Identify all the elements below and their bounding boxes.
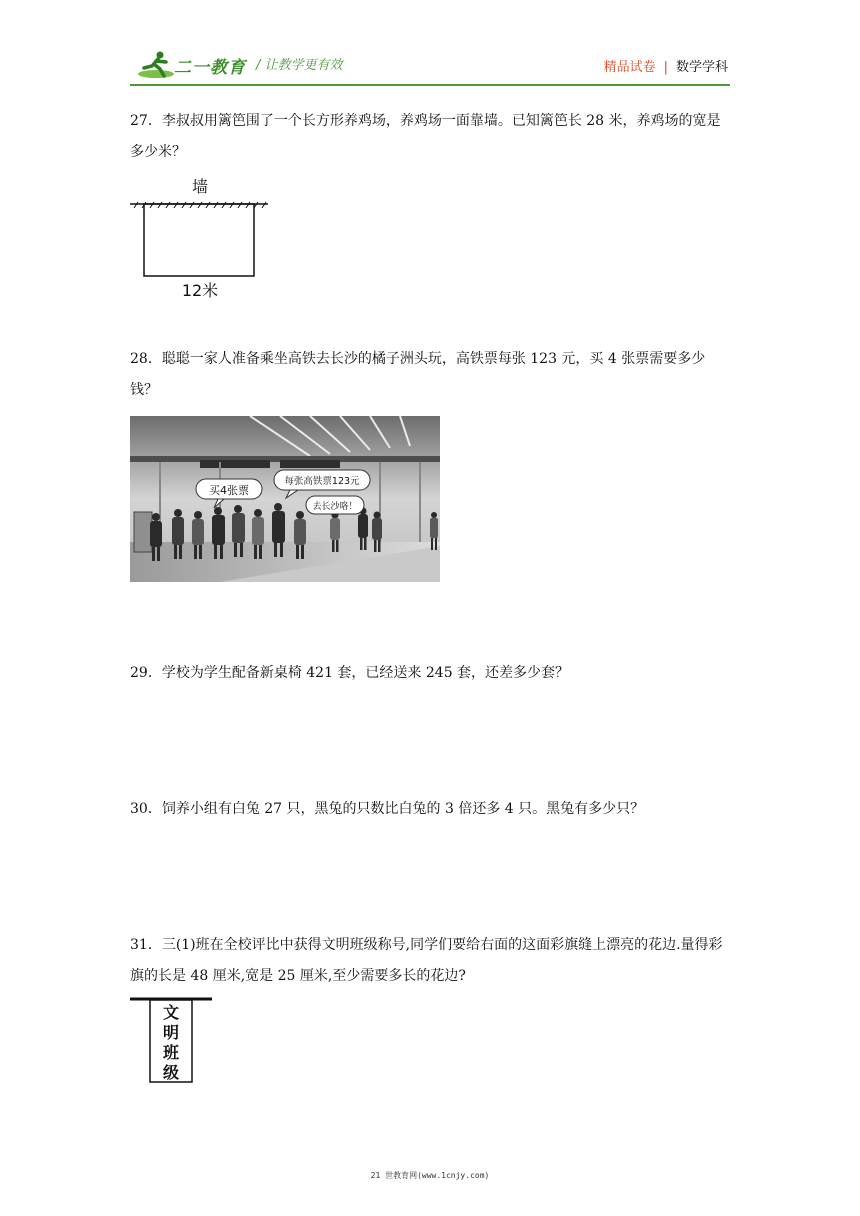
length-label: 12米 [181, 281, 219, 300]
header-tags [604, 56, 728, 75]
logo-text: 二一教育 [174, 58, 246, 78]
flag-diagram [130, 996, 214, 1086]
flag-char-ji: 级 [162, 1063, 180, 1082]
tag-subject: 数学学科 [675, 60, 728, 75]
header-rule [130, 84, 730, 86]
page-footer: 21 世教育网(www.1cnjy.com) [370, 1171, 490, 1180]
flag-char-ban: 班 [162, 1043, 180, 1062]
bubble-going-changsha: 去长沙咯！ [312, 502, 358, 512]
chicken-yard-diagram [130, 176, 270, 300]
page-header [0, 0, 860, 90]
slogan: / 让教学更有效 [256, 58, 343, 73]
logo-runner-icon [136, 50, 176, 80]
question-29: 29．学校为学生配备新桌椅 421 套，已经送来 245 套，还差多少套？ [130, 665, 570, 681]
question-27: 27．李叔叔用篱笆围了一个长方形养鸡场，养鸡场一面靠墙。已知篱笆长 28 米，养鸡场的宽是多少米？ [130, 113, 721, 160]
figure-chicken-yard [130, 176, 270, 304]
question-30: 30．饲养小组有白兔 27 只，黑兔的只数比白兔的 3 倍还多 4 只。黑兔有多少只？ [130, 801, 645, 817]
figure-train-station [130, 416, 440, 586]
train-station-illustration [130, 416, 440, 582]
question-31: 31．三(1)班在全校评比中获得文明班级称号,同学们要给右面的这面彩旗缝上漂亮的花边.量得彩旗的长是 48 厘米,宽是 25 厘米,至少需要多长的花边? [130, 937, 723, 984]
tag-separator: | [663, 60, 668, 75]
tag-premium-test: 精品试卷 [603, 60, 656, 75]
bubble-ticket-price: 每张高铁票123元 [284, 476, 360, 487]
flag-char-ming: 明 [162, 1023, 180, 1042]
bubble-buy-tickets: 买4张票 [209, 484, 249, 497]
wall-label: 墙 [191, 177, 209, 196]
flag-char-wen: 文 [162, 1003, 180, 1022]
figure-civilized-class-flag [130, 996, 214, 1090]
question-28: 28．聪聪一家人准备乘坐高铁去长沙的橘子洲头玩，高铁票每张 123 元，买 4 张票需要多少钱？ [130, 351, 706, 398]
